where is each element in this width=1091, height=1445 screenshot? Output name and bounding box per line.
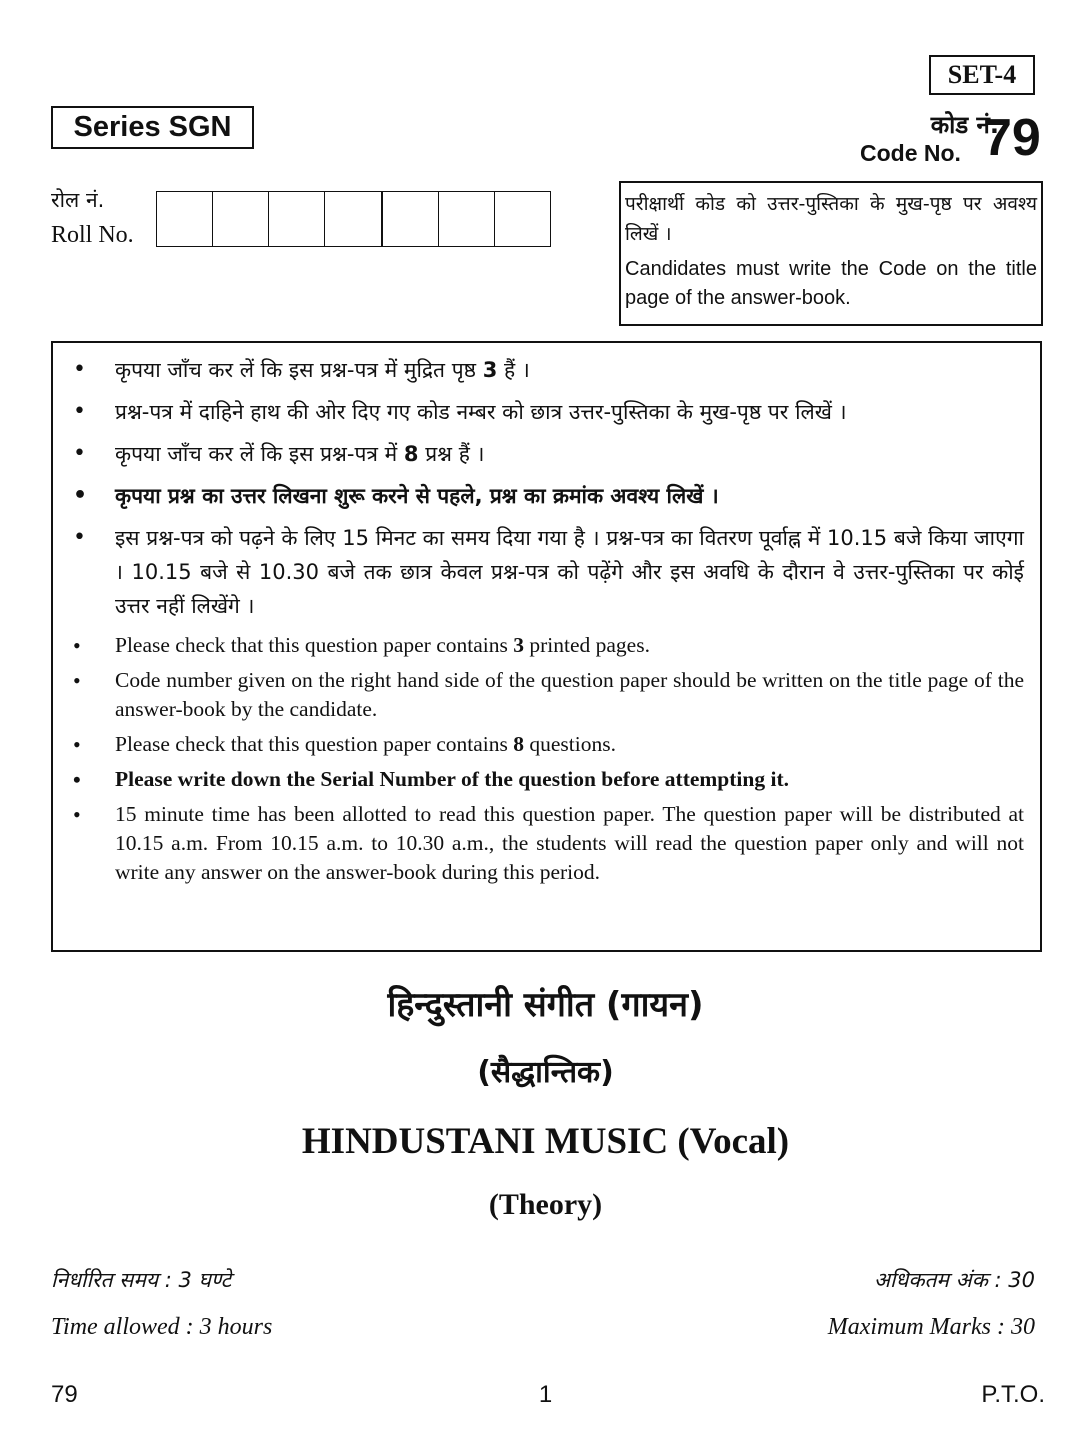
instruction-item: • कृपया प्रश्न का उत्तर लिखना शुरू करने से पहले, प्रश्न का क्रमांक अवश्य लिखें । bbox=[67, 479, 1024, 513]
instruction-item: • 15 minute time has been allotted to read this question paper. The question paper will be distributed at 10.15 a.m. From 10.15 a.m. to 10.30 a.m., the students will read the question paper only and will not write any answer on the answer-book during this period. bbox=[67, 800, 1024, 887]
roll-digit-box[interactable] bbox=[495, 192, 550, 246]
time-allowed-english: Time allowed : 3 hours bbox=[51, 1314, 273, 1340]
roll-digit-box[interactable] bbox=[383, 192, 439, 246]
roll-digit-box[interactable] bbox=[439, 192, 495, 246]
instruction-item: • कृपया जाँच कर लें कि इस प्रश्न-पत्र में मुद्रित पृष्ठ 3 हैं । bbox=[67, 353, 1024, 387]
instruction-item: • Please check that this question paper contains 3 printed pages. bbox=[67, 631, 1024, 660]
roll-digit-box[interactable] bbox=[325, 192, 382, 246]
series-label: Series SGN bbox=[51, 106, 254, 149]
candidate-note-english: Candidates must write the Code on the title page of the answer-book. bbox=[625, 258, 1037, 309]
max-marks-english: Maximum Marks : 30 bbox=[827, 1314, 1035, 1340]
code-number: 79 bbox=[983, 109, 1041, 167]
footer-code: 79 bbox=[51, 1381, 78, 1408]
subject-subtitle-hindi: (सैद्धान्तिक) bbox=[477, 1055, 614, 1090]
subject-title-hindi: हिन्दुस्तानी संगीत (गायन) bbox=[387, 985, 704, 1025]
set-label: SET-4 bbox=[929, 55, 1035, 95]
roll-number-boxes[interactable] bbox=[156, 191, 551, 247]
instruction-item: • Please check that this question paper contains 8 questions. bbox=[67, 730, 1024, 759]
roll-digit-box[interactable] bbox=[269, 192, 325, 246]
instruction-item: • Code number given on the right hand side of the question paper should be written on the title page of the answer-book by the candidate. bbox=[67, 666, 1024, 724]
code-label-english: Code No. bbox=[860, 140, 961, 166]
instruction-item: • कृपया जाँच कर लें कि इस प्रश्न-पत्र में 8 प्रश्न हैं । bbox=[67, 437, 1024, 471]
time-allowed-hindi: निर्धारित समय : 3 घण्टे bbox=[51, 1268, 232, 1292]
subject-title-english: HINDUSTANI MUSIC (Vocal) bbox=[301, 1121, 790, 1162]
candidate-note-box bbox=[619, 181, 1043, 326]
instruction-item: • प्रश्न-पत्र में दाहिने हाथ की ओर दिए गए कोड नम्बर को छात्र उत्तर-पुस्तिका के मुख-पृष्ठ पर लिखें । bbox=[67, 395, 1024, 429]
pto-label: P.T.O. bbox=[981, 1381, 1045, 1408]
candidate-note-hindi: परीक्षार्थी कोड को उत्तर-पुस्तिका के मुख-पृष्ठ पर अवश्य लिखें । bbox=[625, 193, 1037, 245]
roll-digit-box[interactable] bbox=[157, 192, 213, 246]
instruction-item: • इस प्रश्न-पत्र को पढ़ने के लिए 15 मिनट का समय दिया गया है । प्रश्न-पत्र का वितरण पूर्वाह्न में 10.15 बजे किया जाएगा । 10.15 बजे से 10.30 बजे तक छात्र केवल प्रश्न-पत्र को पढ़ेंगे और इस अवधि के दौरान वे उत्तर-पुस्तिका पर कोई उत्तर नहीं लिखेंगे । bbox=[67, 521, 1024, 623]
roll-digit-box[interactable] bbox=[213, 192, 269, 246]
max-marks-hindi: अधिकतम अंक : 30 bbox=[873, 1268, 1035, 1292]
code-label-hindi: कोड नं. bbox=[930, 111, 999, 139]
instructions-box bbox=[51, 341, 1042, 952]
instruction-item: • Please write down the Serial Number of the question before attempting it. bbox=[67, 765, 1024, 794]
page-number: 1 bbox=[538, 1381, 553, 1408]
roll-label-hindi: रोल नं. bbox=[51, 188, 105, 212]
subject-subtitle-english: (Theory) bbox=[488, 1188, 603, 1221]
roll-label-english: Roll No. bbox=[51, 222, 134, 248]
instructions-list bbox=[67, 353, 1024, 887]
